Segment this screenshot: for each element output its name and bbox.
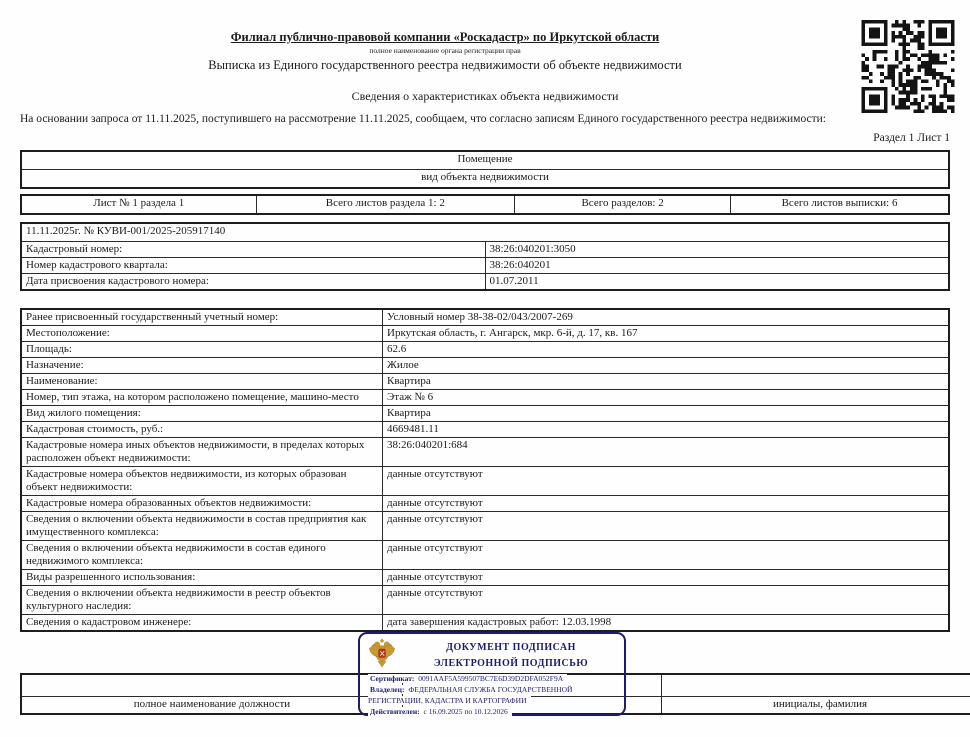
table-row bbox=[21, 512, 949, 541]
row-label: Номер, тип этажа, на котором расположено помещение, машино-место bbox=[21, 390, 383, 406]
sections-total-cell: Всего разделов: 2 bbox=[515, 195, 731, 214]
row-value: 01.07.2011 bbox=[485, 274, 949, 291]
table-row bbox=[21, 242, 949, 258]
table-row bbox=[21, 615, 949, 632]
position-caption: полное наименование должности bbox=[21, 697, 403, 715]
cadastral-ids-table bbox=[20, 222, 950, 291]
document-title: Выписка из Единого государственного реестра недвижимости об объекте недвижимости bbox=[208, 58, 682, 72]
object-type-caption: вид объекта недвижимости bbox=[21, 170, 949, 189]
table-row bbox=[21, 541, 949, 570]
digital-signature-stamp bbox=[358, 632, 626, 716]
table-row bbox=[21, 326, 949, 342]
row-label: Сведения о включении объекта недвижимости в состав предприятия как имущественного комплекса: bbox=[21, 512, 383, 541]
sheet-number-cell: Лист № 1 раздела 1 bbox=[21, 195, 256, 214]
row-value: данные отсутствуют bbox=[383, 570, 950, 586]
row-label: Номер кадастрового квартала: bbox=[21, 258, 485, 274]
row-label: Наименование: bbox=[21, 374, 383, 390]
row-value: 38:26:040201 bbox=[485, 258, 949, 274]
table-row bbox=[21, 374, 949, 390]
row-label: Сведения о включении объекта недвижимости в реестр объектов культурного наследия: bbox=[21, 586, 383, 615]
table-row bbox=[21, 496, 949, 512]
row-value: дата завершения кадастровых работ: 12.03.1998 bbox=[383, 615, 950, 632]
stamp-title-line2: ЭЛЕКТРОННОЙ ПОДПИСЬЮ bbox=[433, 658, 589, 669]
row-label: Ранее присвоенный государственный учетный номер: bbox=[21, 309, 383, 326]
stamp-certificate-line: Сертификат: 0091AAF5A599507BC7E6D39D2DFA052F9A bbox=[368, 674, 620, 685]
table-row bbox=[21, 258, 949, 274]
row-label: Кадастровый номер: bbox=[21, 242, 485, 258]
request-number-cell: 11.11.2025г. № КУВИ-001/2025-205917140 bbox=[21, 223, 949, 242]
table-row bbox=[21, 358, 949, 374]
row-label: Вид жилого помещения: bbox=[21, 406, 383, 422]
row-value: 38:26:040201:684 bbox=[383, 438, 950, 467]
row-label: Кадастровые номера образованных объектов недвижимости: bbox=[21, 496, 383, 512]
row-label: Дата присвоения кадастрового номера: bbox=[21, 274, 485, 291]
row-value: Квартира bbox=[383, 374, 950, 390]
stamp-title-line1: ДОКУМЕНТ ПОДПИСАН bbox=[446, 642, 576, 653]
row-value: Этаж № 6 bbox=[383, 390, 950, 406]
table-row bbox=[21, 309, 949, 326]
row-label: Сведения о кадастровом инженере: bbox=[21, 615, 383, 632]
row-value: Квартира bbox=[383, 406, 950, 422]
row-label: Площадь: bbox=[21, 342, 383, 358]
row-value: данные отсутствуют bbox=[383, 512, 950, 541]
row-value: Иркутская область, г. Ангарск, мкр. 6-й, д. 17, кв. 167 bbox=[383, 326, 950, 342]
table-row bbox=[21, 151, 949, 170]
registration-org-caption: полное наименование органа регистрации прав bbox=[369, 46, 521, 55]
row-value: 4669481.11 bbox=[383, 422, 950, 438]
row-value: данные отсутствуют bbox=[383, 586, 950, 615]
row-value: данные отсутствуют bbox=[383, 496, 950, 512]
stamp-validity-line: Действителен: с 16.09.2025 по 10.12.2026 bbox=[368, 707, 620, 718]
table-row bbox=[21, 223, 949, 242]
section-title: Сведения о характеристиках объекта недвижимости bbox=[351, 89, 619, 103]
row-value: данные отсутствуют bbox=[383, 467, 950, 496]
table-row bbox=[21, 467, 949, 496]
table-row bbox=[21, 406, 949, 422]
row-label: Кадастровая стоимость, руб.: bbox=[21, 422, 383, 438]
position-signature-space bbox=[21, 674, 403, 697]
row-label: Кадастровые номера объектов недвижимости, из которых образован объект недвижимости: bbox=[21, 467, 383, 496]
row-value: 38:26:040201:3050 bbox=[485, 242, 949, 258]
qr-code-icon bbox=[858, 20, 958, 113]
section-sheets-total-cell: Всего листов раздела 1: 2 bbox=[256, 195, 515, 214]
object-type-value: Помещение bbox=[21, 151, 949, 170]
table-row bbox=[21, 390, 949, 406]
table-row bbox=[21, 438, 949, 467]
table-row bbox=[21, 586, 949, 615]
row-value: данные отсутствуют bbox=[383, 541, 950, 570]
row-value: Условный номер 38-38-02/043/2007-269 bbox=[383, 309, 950, 326]
row-label: Сведения о включении объекта недвижимости в состав единого недвижимого комплекса: bbox=[21, 541, 383, 570]
document-header bbox=[20, 30, 870, 73]
registration-org-name: Филиал публично-правовой компании «Роскадастр» по Иркутской области bbox=[230, 30, 660, 44]
table-row bbox=[21, 195, 949, 214]
request-basis-line: На основании запроса от 11.11.2025, поступившего на рассмотрение 11.11.2025, сообщаем, что согласно записям Единого государственного реестра недвижимости: bbox=[20, 113, 826, 125]
coat-of-arms-icon bbox=[367, 637, 397, 669]
row-value: 62.6 bbox=[383, 342, 950, 358]
row-label: Кадастровые номера иных объектов недвижимости, в пределах которых расположен объект недвижимости: bbox=[21, 438, 383, 467]
section-sheet-label: Раздел 1 Лист 1 bbox=[873, 132, 950, 144]
row-value: Жилое bbox=[383, 358, 950, 374]
table-row bbox=[21, 170, 949, 189]
table-row bbox=[21, 570, 949, 586]
table-row bbox=[21, 274, 949, 291]
row-label: Местоположение: bbox=[21, 326, 383, 342]
object-characteristics-table bbox=[20, 308, 950, 632]
extract-sheets-total-cell: Всего листов выписки: 6 bbox=[731, 195, 949, 214]
object-type-table bbox=[20, 150, 950, 189]
initials-caption: инициалы, фамилия bbox=[662, 697, 970, 715]
stamp-owner-line: Владелец: ФЕДЕРАЛЬНАЯ СЛУЖБА ГОСУДАРСТВЕННОЙ РЕГИСТРАЦИИ, КАДАСТРА И КАРТОГРАФИИ bbox=[368, 685, 573, 705]
name-signature-space bbox=[662, 674, 970, 697]
table-row bbox=[21, 422, 949, 438]
row-label: Назначение: bbox=[21, 358, 383, 374]
table-row bbox=[21, 342, 949, 358]
sheets-summary-table bbox=[20, 194, 950, 215]
row-label: Виды разрешенного использования: bbox=[21, 570, 383, 586]
